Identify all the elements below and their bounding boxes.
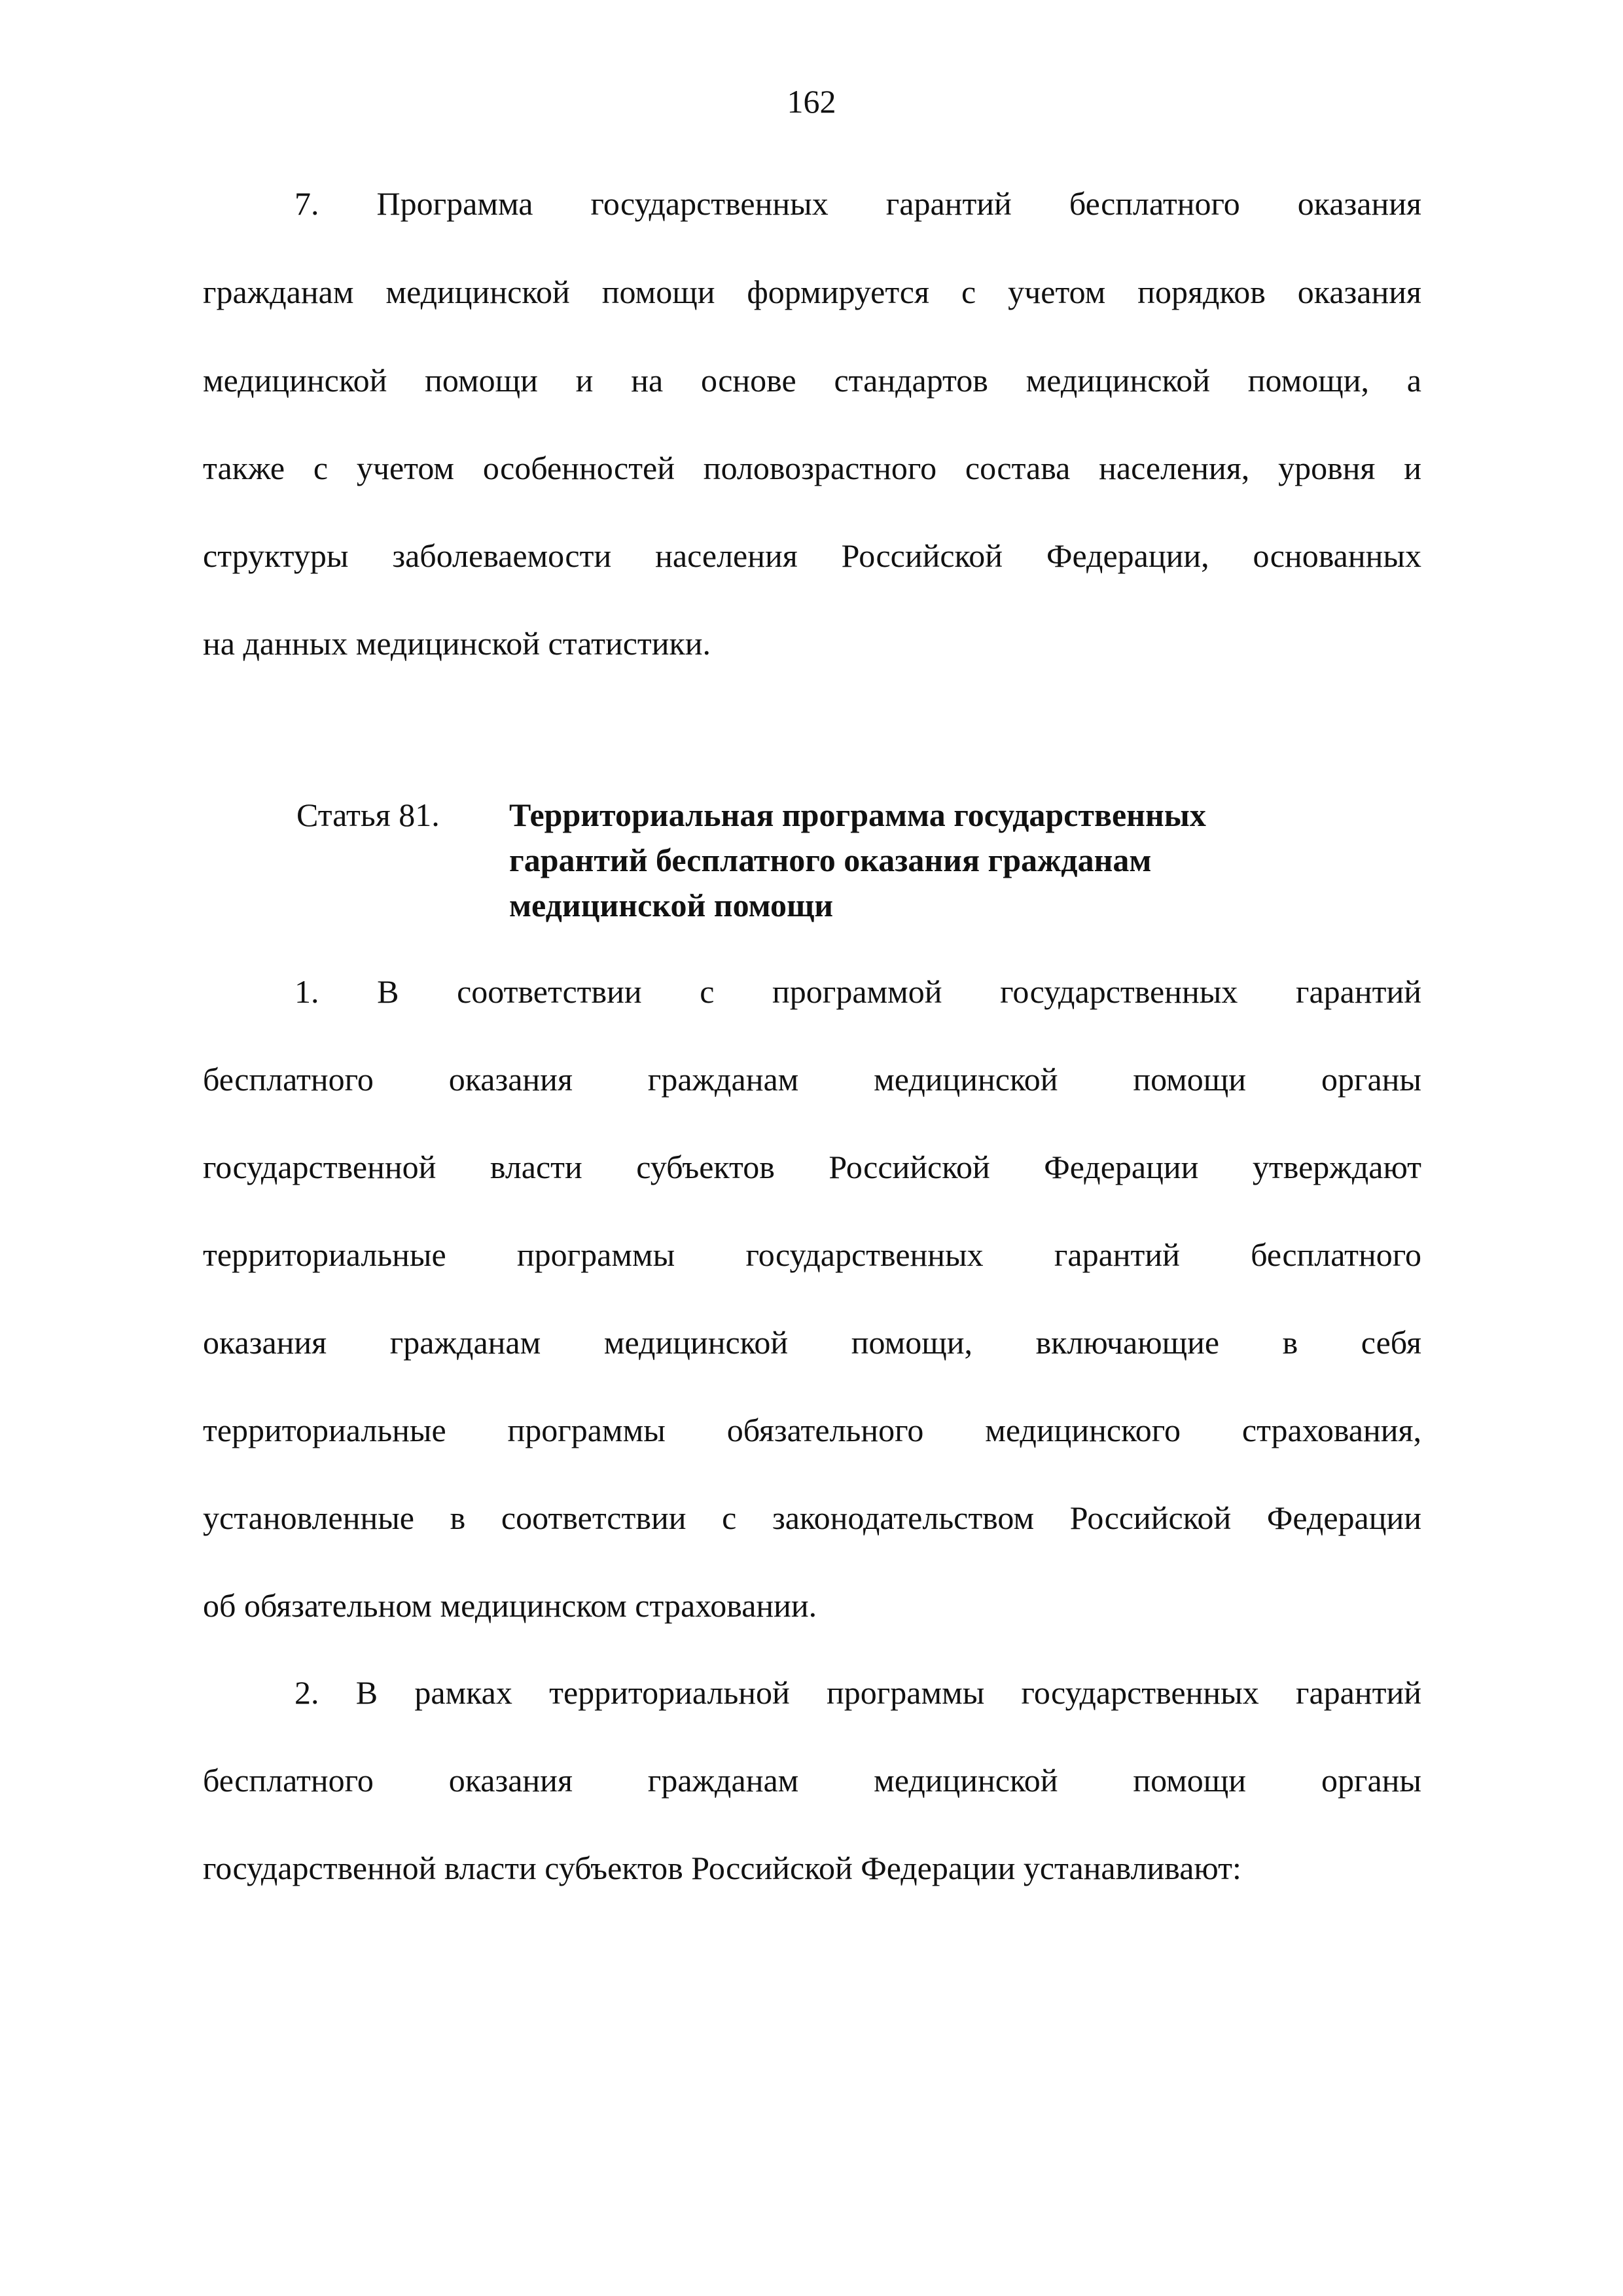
text-line: установленные в соответствии с законодательством Российской Федерации: [203, 1499, 1421, 1536]
text-line: на данных медицинской статистики.: [203, 625, 711, 662]
text-line: бесплатного оказания гражданам медицинской помощи органы: [203, 1762, 1421, 1799]
text-line: 7. Программа государственных гарантий бесплатного оказания: [294, 185, 1421, 222]
text-line: об обязательном медицинском страховании.: [203, 1587, 817, 1624]
text-line: 2. В рамках территориальной программы государственных гарантий: [294, 1674, 1421, 1711]
text-line: структуры заболеваемости населения Российской Федерации, основанных: [203, 537, 1421, 574]
article-title-line: медицинской помощи: [509, 887, 834, 924]
text-line: гражданам медицинской помощи формируется с учетом порядков оказания: [203, 274, 1421, 310]
text-line: государственной власти субъектов Российской Федерации утверждают: [203, 1149, 1421, 1185]
text-line: медицинской помощи и на основе стандартов медицинской помощи, а: [203, 362, 1421, 399]
text-line: территориальные программы обязательного медицинского страхования,: [203, 1412, 1421, 1448]
text-line: государственной власти субъектов Российской Федерации устанавливают:: [203, 1850, 1241, 1886]
text-line: также с учетом особенностей половозрастного состава населения, уровня и: [203, 450, 1421, 486]
article-title-line: Территориальная программа государственных: [509, 797, 1206, 833]
article-title-line: гарантий бесплатного оказания гражданам: [509, 842, 1152, 878]
text-line: бесплатного оказания гражданам медицинской помощи органы: [203, 1061, 1421, 1098]
page-number: 162: [787, 83, 836, 120]
text-line: территориальные программы государственных гарантий бесплатного: [203, 1236, 1421, 1273]
article-label: Статья 81.: [296, 797, 440, 833]
text-line: 1. В соответствии с программой государственных гарантий: [294, 973, 1421, 1010]
text-line: оказания гражданам медицинской помощи, включающие в себя: [203, 1324, 1421, 1361]
